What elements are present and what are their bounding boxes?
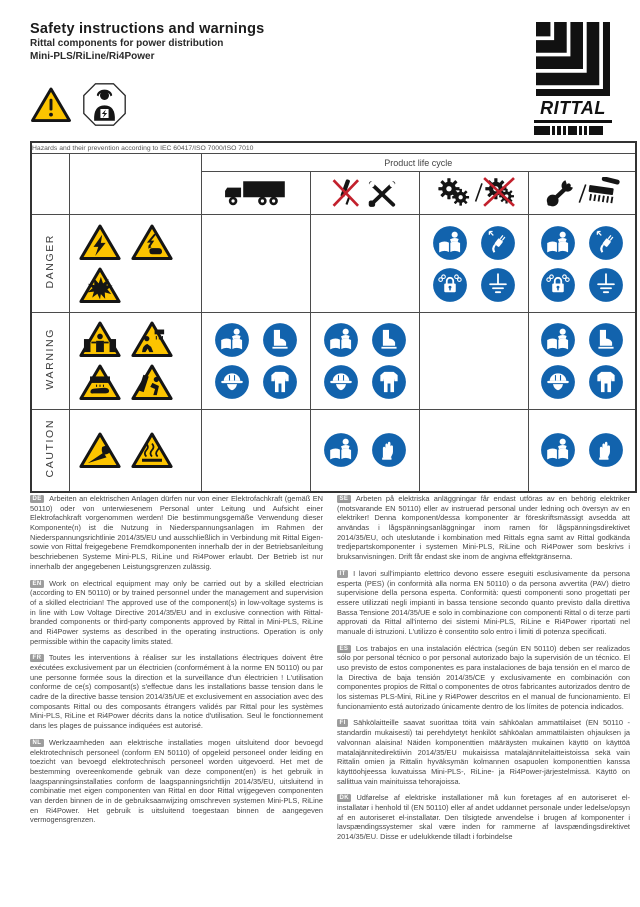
lang-badge-es: ES (337, 645, 351, 653)
column-transport (201, 172, 310, 215)
hazard-prevention-table (30, 141, 637, 493)
operation-gears-and-no-gears-icon (431, 177, 517, 209)
paragraph-text: Los trabajos en una instalación eléctrica (según EN 50110) deben ser realizados sólo por personal técnico o por personal autorizado bajo la supervisión de un técnico. El uso previsto de estos componentes es para instalaciones de baja tensión en el marco de la Directiva de baja tensión 2014/35/CE y exclusivamente en combinación con componentes propios de Rittal o componentes de otros fabricantes autorizados dentro de los sistemas PLS-Mini, RiLine y Ri4Power descritos en el manual de funcionamiento. El funcionamiento está autorizado únicamente dentro de los límites de potencia indicados. (337, 643, 630, 711)
electric-voltage-warning-icon (78, 223, 122, 262)
table-row-danger (31, 215, 636, 313)
service-wrench-and-cleaning-brush-icon (539, 177, 625, 209)
lifecycle-header: Product life cycle (201, 154, 636, 172)
column-service (528, 172, 636, 215)
rittal-logo-word: RITTAL (534, 98, 612, 123)
safety-boots-icon (588, 322, 624, 358)
safety-helmet-icon (540, 364, 576, 400)
warning-service-cell (529, 318, 636, 404)
lockout-padlock-icon (432, 267, 468, 303)
read-manual-icon (323, 432, 359, 468)
disconnect-mains-icon (480, 225, 516, 261)
paragraph-nl (30, 738, 323, 825)
table-caption: Hazards and their prevention according to IEC 60417/ISO 7000/ISO 7010 (31, 142, 636, 154)
lockout-padlock-icon (540, 267, 576, 303)
caution-transport-cell (201, 410, 310, 492)
sharp-element-warning-icon (78, 431, 122, 470)
protective-clothing-icon (371, 364, 407, 400)
lang-badge-fi: FI (337, 719, 348, 727)
danger-hazard-icons (70, 216, 201, 312)
no-tools-and-crossed-tools-icon (328, 177, 402, 209)
lang-badge-fr: FR (30, 654, 44, 662)
safety-helmet-icon (323, 364, 359, 400)
language-sections (30, 494, 630, 849)
connect-earth-ground-icon (588, 267, 624, 303)
table-row-warning (31, 313, 636, 410)
warning-hazard-icons (70, 313, 201, 409)
paragraph-text: Sähkölaitteille saavat suorittaa töitä vain sähköalan ammattilaiset (EN 50110 -standardin mukaisesti) tai perehdytetyt henkilöt sähköalan ammattilaisten ohjauksen ja valvonnan alaisina! Näiden komponenttien määräysten mukainen käyttö on käyttöä matalajännitedirektiivin 2014/35/EU mukaisissa matalajännitelaitteistoissa sekä vain Rittalin omien ja Rittalin hyväksymän kolmannen osapuolen komponenttien kanssa käyttöohjeessa kuvatuissa Mini-PLS-, RiLine- ja Ri4Power-järjestelmissä. Käyttö on sallittua vain mainituissa tehorajoissa. (337, 718, 630, 786)
read-manual-icon (540, 432, 576, 468)
paragraph-se (337, 494, 630, 562)
empty-cell (69, 154, 201, 215)
row-label-caution: CAUTION (31, 410, 69, 492)
paragraph-de (30, 494, 323, 572)
read-manual-icon (432, 225, 468, 261)
paragraph-en (30, 579, 323, 647)
hand-crush-warning-icon (78, 363, 122, 402)
qualified-electrician-icon (82, 82, 127, 127)
read-manual-icon (214, 322, 250, 358)
warning-assembly-cell (311, 318, 419, 404)
danger-operation-cell (420, 221, 528, 307)
lang-badge-de: DE (30, 495, 44, 503)
hot-surface-warning-icon (130, 431, 174, 470)
protective-gloves-icon (371, 432, 407, 468)
danger-service-cell (529, 221, 636, 307)
caution-hazard-icons (70, 424, 201, 477)
safety-boots-icon (262, 322, 298, 358)
protective-clothing-icon (588, 364, 624, 400)
paragraph-text: Work on electrical equipment may only be carried out by a skilled electrician (according to EN 50110) or by trained personnel under the management and supervision of a skilled electrician! The approved use of the component(s) in low-voltage systems is in line with Low Voltage Directive 2014/35/EU and in exclusive connection with Rittal-branded components or third-party components approved by Rittal in Mini-PLS, RiLine and Ri4Power systems as described in the operating instructions. Operation is only permissible within the capacity limits stated. (30, 578, 323, 646)
warning-transport-cell (202, 318, 310, 404)
safety-helmet-icon (214, 364, 250, 400)
protective-clothing-icon (262, 364, 298, 400)
paragraph-text: Werkzaamheden aan elektrische installaties mogen uitsluitend door bevoegd elektrotechnisch personeel (conform EN 50110) of opgeleid personeel onder leiding en toezicht van bevoegd elektrotechnisch personeel worden uitgevoerd. Het met de bestemming overeenkomende gebruik van deze component(en) is het gebruik in laagspanningsinstallaties conform de laagspanningsrichtlijn 2014/35/EU, uitsluitend in combinatie met eigen componenten van Rittal en door Rittal vrijgegeven componenten van derden binnen de in de gebruiksaanwijzing omschreven systemen Mini-PLS, RiLine en Ri4Power. Het gebruik is uitsluitend toegestaan binnen de aangegeven vermogensgrenzen. (30, 737, 323, 825)
header-safety-icons (30, 82, 127, 127)
paragraph-text: Arbeiten an elektrischen Anlagen dürfen nur von einer Elektrofachkraft (gemäß EN 50110) oder von unterwiesenem Personal unter Leitung und Aufsicht einer Elektrofachkraft vorgenommen werden! Die bestimmungsgemäße Verwendung dieser Komponente(n) ist die Nutzung in Niederspannungsanlagen im Rahmen der Niederspannungsrichtlinie 2014/35/EU und ausschließlich in Verbindung mit Rittal Eigen- sowie von Rittal freigegebene Fremdkomponenten innerhalb der in der Betriebsanleitung beschriebenen Systeme Mini-PLS, RiLine und Ri4Power erlaubt. Der Betrieb ist nur innerhalb der angegebenen Leistungsgrenzen zulässig. (30, 494, 323, 571)
table-row-caution (31, 410, 636, 492)
caution-operation-cell (419, 410, 528, 492)
text-column-left (30, 494, 323, 849)
row-label-warning: WARNING (31, 313, 69, 410)
column-assembly (310, 172, 419, 215)
paragraph-fr (30, 653, 323, 731)
header (30, 21, 470, 63)
read-manual-icon (540, 322, 576, 358)
read-manual-icon (323, 322, 359, 358)
paragraph-text: Toutes les interventions à réaliser sur les installations électriques doivent être exécutées exclusivement par un électricien (conformément à la norme EN 50110) ou par une personne formée sous la direction et la surveillance d'un électricien ! L'utilisation conforme de ce(s) composant(s) s'effectue dans les installations basse tension dans le cadre de la directive basse tension 2014/35/UE et exclusivement en association avec des composants Rittal ou des composants étrangers validés par Rittal pour les systèmes Mini-PLS, RiLine et Ri4Power décrits dans la notice d'utilisation. Seul le fonctionnement dans les plages de puissance indiquées est autorisé. (30, 653, 323, 731)
tipping-load-warning-icon (130, 363, 174, 402)
danger-assembly-cell (310, 215, 419, 313)
disconnect-mains-icon (588, 225, 624, 261)
paragraph-es (337, 644, 630, 712)
product-line: Mini-PLS/RiLine/Ri4Power (30, 51, 155, 62)
caution-assembly-cell (311, 428, 419, 472)
column-operation (419, 172, 528, 215)
warning-operation-cell (419, 313, 528, 410)
paragraph-text: Arbeten på elektriska anläggningar får endast utföras av en behörig elektriker (motsvarande EN 50110) eller av instruerad personal under ledning och översyn av en elektriker! Denna komponent/dessa komponenter är föreskriftsmässigt avsedda att användas i lågspänningsanläggningar inom ramen för lågspänningsdirektivet 2014/35/EU, och uteslutande i kombination med Rittals egna samt av Rittal godkända tredjepartskomponenter i systemen Mini-PLS, RiLine och Ri4Power som beskrivs i bruksanvisningen. Drift får endast ske inom de angivna effektgränserna. (337, 494, 630, 562)
electric-shock-hand-warning-icon (130, 223, 174, 262)
rittal-logo-bars (534, 126, 612, 135)
safety-boots-icon (371, 322, 407, 358)
falling-objects-warning-icon (130, 320, 174, 359)
danger-transport-cell (201, 215, 310, 313)
row-label-danger: DANGER (31, 215, 69, 313)
empty-cell (31, 154, 69, 215)
paragraph-dk (337, 793, 630, 841)
crushing-body-warning-icon (78, 320, 122, 359)
general-warning-icon (30, 86, 72, 124)
arc-explosion-warning-icon (78, 266, 122, 305)
lang-badge-en: EN (30, 580, 44, 588)
lang-badge-se: SE (337, 495, 351, 503)
page-title: Safety instructions and warnings (30, 21, 265, 37)
read-manual-icon (540, 225, 576, 261)
lang-badge-nl: NL (30, 739, 44, 747)
caution-service-cell (529, 428, 636, 472)
paragraph-it (337, 569, 630, 637)
paragraph-text: Udførelse af elektriske installationer må kun foretages af en autoriseret el-installatør i henhold til (EN 50110) eller af andet uddannet personale under ledelse/opsyn af en autoriseret el-installatør. Den tilsigtede anvendelse i brugen af komponenter i lavspændingssystemer skal være inden for rammerne af lavspændingsdirektivet 2014/35/EU. Disse er udelukkende tilladt i forbindelse (337, 793, 630, 841)
paragraph-text: I lavori sull'impianto elettrico devono essere eseguiti esclusivamente da persona esperta (PES) (in conformità alla norma EN 50110) o da persona avvertita (PAV) dietro supervisione della persona esperta. Conformità: questi componenti sono progettati per essere utilizzati negli impianti in bassa tensione secondo quanto previsto dalla direttiva Bassa Tensione 2014/35/UE e solo in combinazione con componenti Rittal o di terze parti approvati da Rittal all'interno dei sistemi Mini-PLS, RiLine e Ri4Power riportati nel manuale di istruzioni. L'utilizzo è consentito solo entro i limiti di potenza specificati. (337, 568, 630, 636)
page-subtitle: Rittal components for power distribution (30, 38, 224, 49)
lang-badge-it: IT (337, 570, 348, 578)
connect-earth-ground-icon (480, 267, 516, 303)
text-column-right (337, 494, 630, 849)
transport-truck-icon (220, 177, 292, 209)
paragraph-fi (337, 718, 630, 786)
protective-gloves-icon (588, 432, 624, 468)
rittal-logo (534, 22, 612, 135)
rittal-logo-mark-icon (536, 22, 610, 96)
lang-badge-dk: DK (337, 794, 351, 802)
